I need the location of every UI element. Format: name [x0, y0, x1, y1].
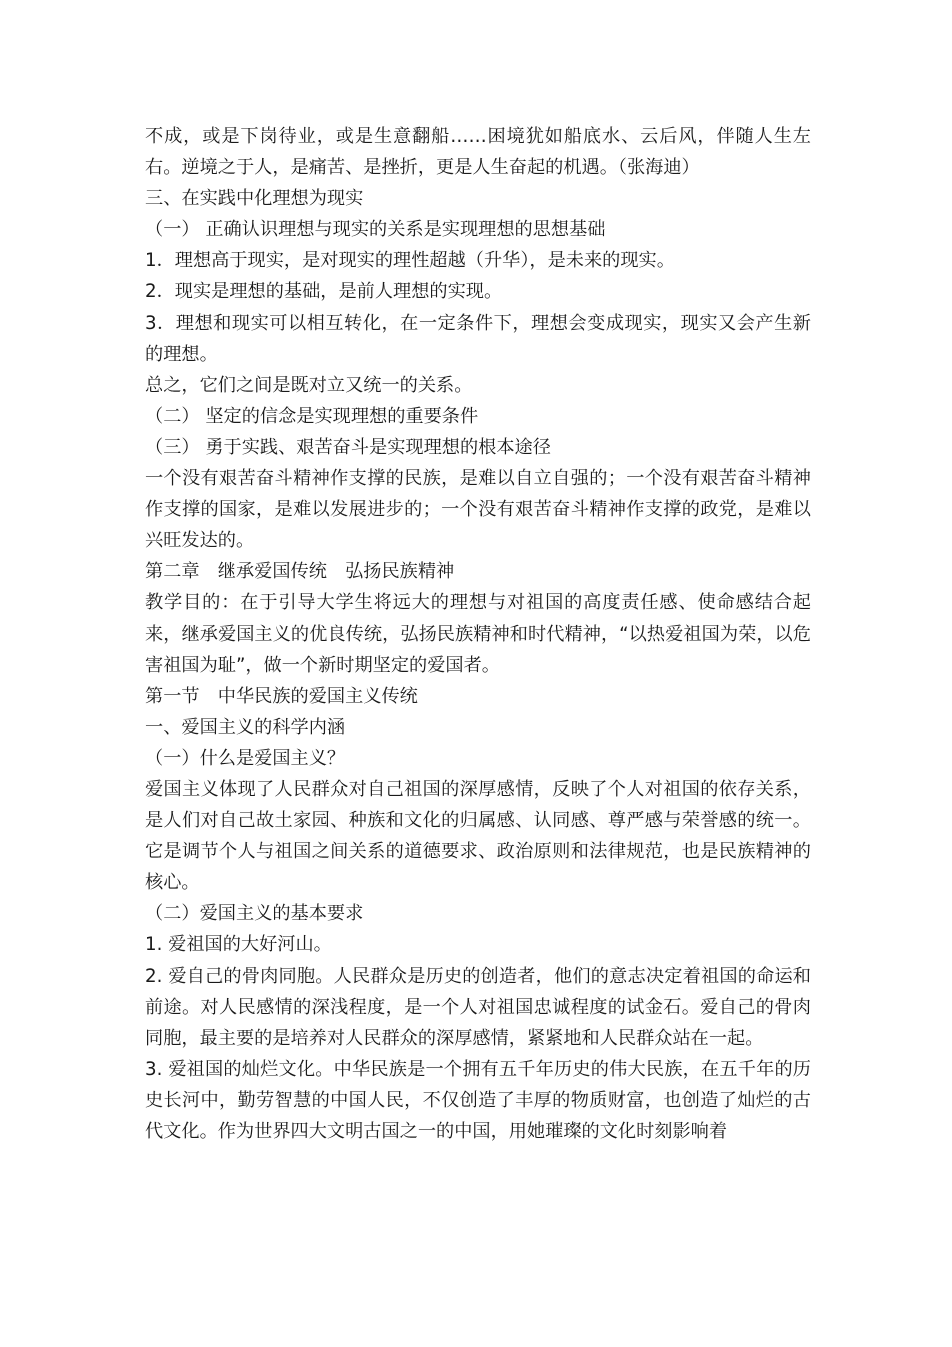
document-body	[145, 121, 811, 1147]
subsection-heading: （一）什么是爱国主义？	[145, 747, 346, 769]
paragraph: 一个没有艰苦奋斗精神作支撑的民族，是难以自立自强的；一个没有艰苦奋斗精神作支撑的国家，是难以发展进步的；一个没有艰苦奋斗精神作支撑的政党，是难以兴旺发达的。	[145, 468, 811, 552]
paragraph: 教学目的：在于引导大学生将远大的理想与对祖国的高度责任感、使命感结合起来，继承爱国主义的优良传统，弘扬民族精神和时代精神，“以热爱祖国为荣，以危害祖国为耻”，做一个新时期坚定的爱国者。	[145, 592, 811, 676]
paragraph: 总之，它们之间是既对立又统一的关系。	[145, 374, 473, 396]
subsection-heading: （三） 勇于实践、艰苦奋斗是实现理想的根本途径	[145, 436, 551, 458]
paragraph: 爱国主义体现了人民群众对自己祖国的深厚感情，反映了个人对祖国的依存关系，是人们对自己故土家园、种族和文化的归属感、认同感、尊严感与荣誉感的统一。它是调节个人与祖国之间关系的道德要求、政治原则和法律规范，也是民族精神的核心。	[145, 778, 811, 894]
subsection-heading: （一） 正确认识理想与现实的关系是实现理想的思想基础	[145, 219, 606, 241]
list-item: 2. 爱自己的骨肉同胞。人民群众是历史的创造者，他们的意志决定着祖国的命运和前途。对人民感情的深浅程度，是一个人对祖国忠诚程度的试金石。爱自己的骨肉同胞，最主要的是培养对人民群众的深厚感情，紧紧地和人民群众站在一起。	[145, 965, 811, 1049]
section-heading: 一、爱国主义的科学内涵	[145, 716, 346, 738]
list-item: 1. 爱祖国的大好河山。	[145, 934, 332, 956]
list-item: 3. 爱祖国的灿烂文化。中华民族是一个拥有五千年历史的伟大民族，在五千年的历史长河中，勤劳智慧的中国人民，不仅创造了丰厚的物质财富，也创造了灿烂的古代文化。作为世界四大文明古国之一的中国，用她璀璨的文化时刻影响着	[145, 1058, 811, 1142]
list-item: 2．现实是理想的基础，是前人理想的实现。	[145, 281, 503, 303]
paragraph-continued: 不成，或是下岗待业，或是生意翻船……困境犹如船底水、云后风，伴随人生左右。逆境之于人，是痛苦、是挫折，更是人生奋起的机遇。（张海迪）	[145, 126, 811, 179]
subsection-heading: （二） 坚定的信念是实现理想的重要条件	[145, 405, 479, 427]
section-heading: 三、在实践中化理想为现实	[145, 188, 364, 210]
section-heading: 第一节 中华民族的爱国主义传统	[145, 685, 418, 707]
list-item: 1．理想高于现实，是对现实的理性超越（升华），是未来的现实。	[145, 250, 675, 272]
chapter-heading: 第二章 继承爱国传统 弘扬民族精神	[145, 561, 455, 583]
list-item: 3．理想和现实可以相互转化，在一定条件下，理想会变成现实，现实又会产生新的理想。	[145, 312, 811, 365]
subsection-heading: （二）爱国主义的基本要求	[145, 903, 364, 925]
